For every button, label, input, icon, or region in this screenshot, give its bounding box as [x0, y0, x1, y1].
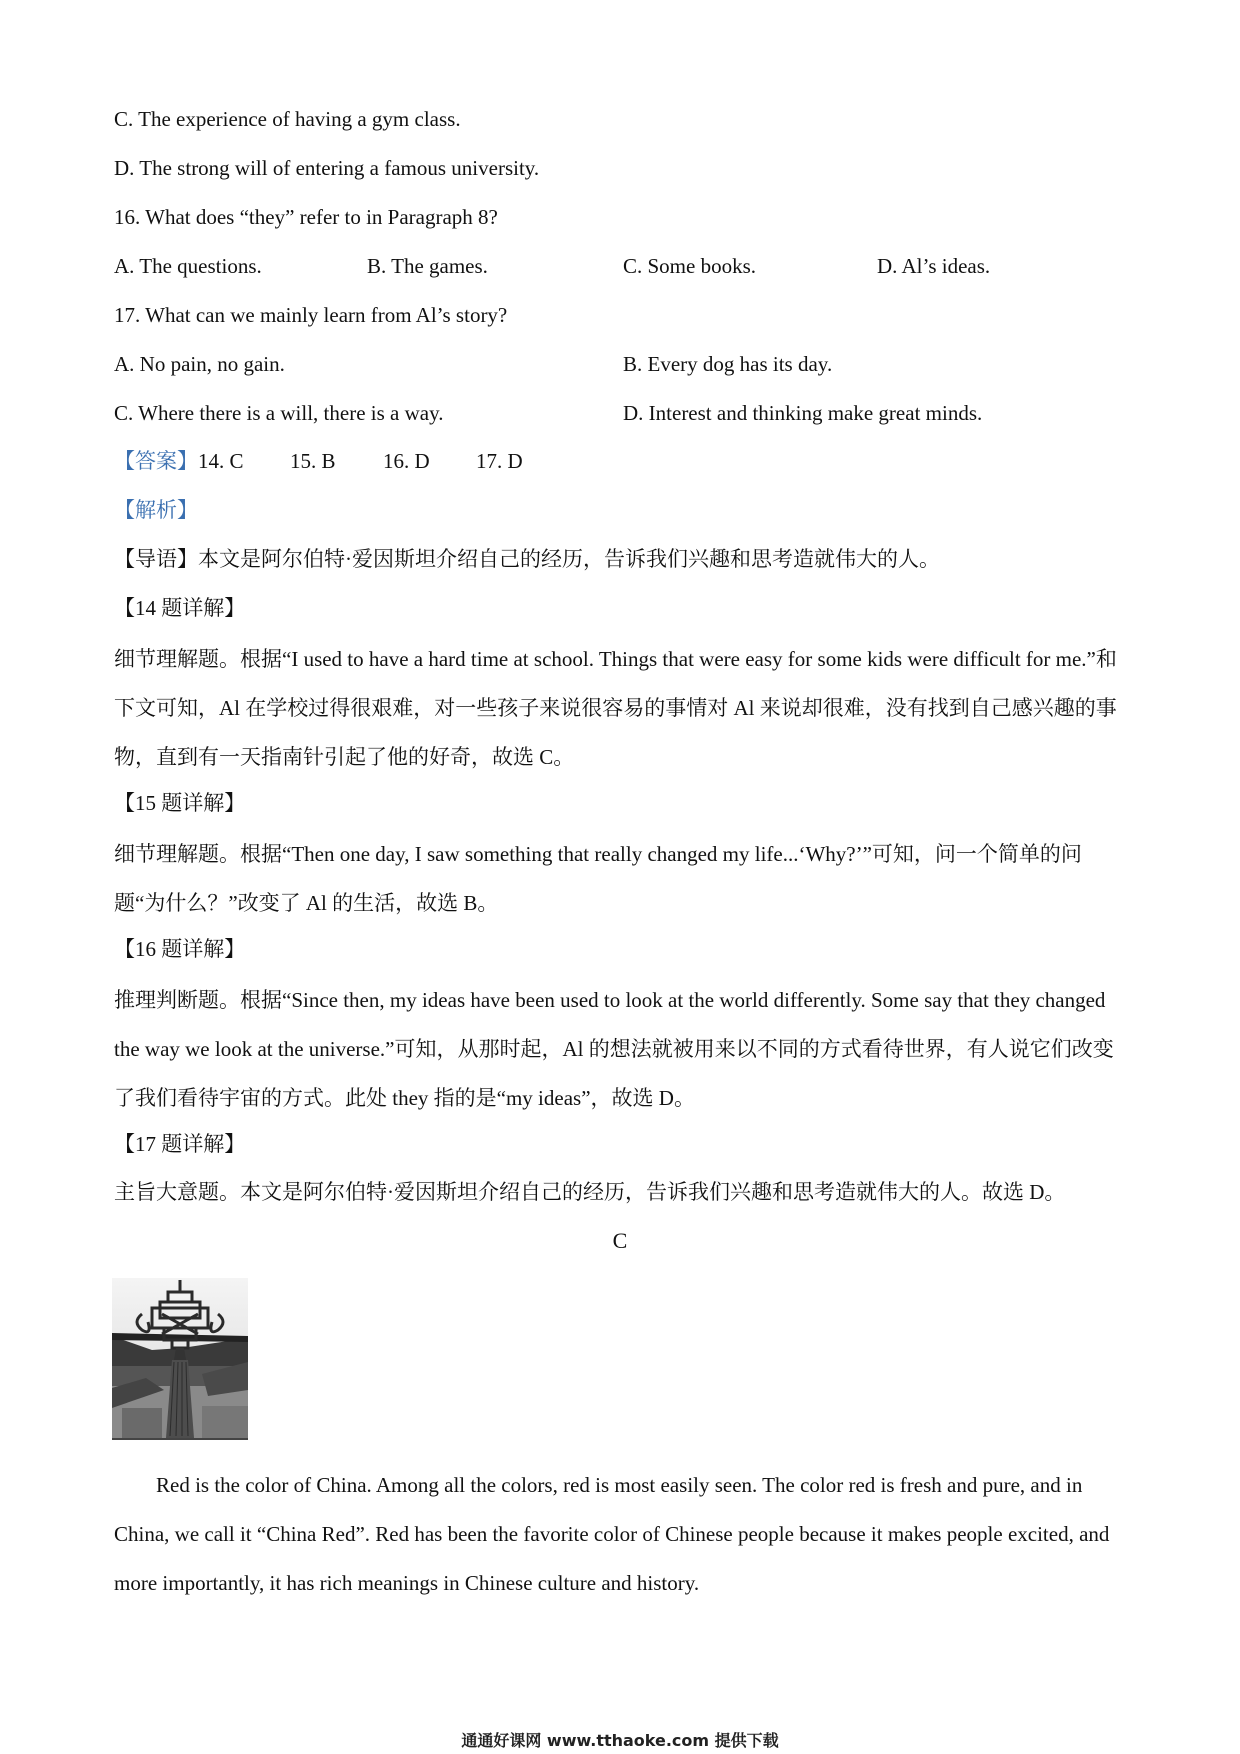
- q17-option-a: A. No pain, no gain.: [114, 352, 285, 376]
- detail-14-title: 【14 题详解】: [114, 596, 246, 620]
- answer-16: 16. D: [383, 449, 430, 473]
- q16-option-d: D. Al’s ideas.: [877, 254, 991, 278]
- intro-text: 【导语】本文是阿尔伯特·爱因斯坦介绍自己的经历，告诉我们兴趣和思考造就伟大的人。: [114, 547, 940, 571]
- q15-option-c: C. The experience of having a gym class.: [114, 107, 461, 131]
- section-c-heading: C: [612, 1228, 628, 1253]
- detail-15-text: 细节理解题。根据“Then one day, I saw something that really changed my life...‘Why?’”可知，问一个简单的问题“为什么？”改变了 Al 的生活，故选 B。: [114, 842, 1082, 915]
- detail-16-title: 【16 题详解】: [114, 937, 246, 961]
- q17-option-b: B. Every dog has its day.: [623, 352, 833, 376]
- q17-option-c: C. Where there is a will, there is a way.: [114, 401, 444, 425]
- answer-label: 【答案】: [114, 449, 198, 473]
- q16-option-b: B. The games.: [367, 254, 488, 278]
- chinese-knot-image: [112, 1278, 248, 1440]
- detail-17-title: 【17 题详解】: [114, 1132, 246, 1156]
- q17-option-d: D. Interest and thinking make great minds.: [623, 401, 983, 425]
- detail-16-text: 推理判断题。根据“Since then, my ideas have been used to look at the world differently. Some say that they changed the way we look at the universe.”可知，从那时起，Al 的想法就被用来以不同的方式看待世界，有人说它们改变了我们看待宇宙的方式。此处 they 指的是“my ideas”，故选 D。: [114, 988, 1114, 1110]
- analysis-label: 【解析】: [114, 498, 198, 522]
- passage-paragraph: Red is the color of China. Among all the colors, red is most easily seen. The color red is fresh and pure, and in China, we call it “China Red”. Red has been the favorite color of Chinese people because it makes people excited, and more importantly, it has rich meanings in Chinese culture and history.: [114, 1473, 1110, 1595]
- page-footer: 通通好课网 www.tthaoke.com 提供下载: [461, 1731, 779, 1750]
- answer-17: 17. D: [476, 449, 523, 473]
- q16-question: 16. What does “they” refer to in Paragraph 8?: [114, 205, 498, 229]
- detail-17-text: 主旨大意题。本文是阿尔伯特·爱因斯坦介绍自己的经历，告诉我们兴趣和思考造就伟大的人。故选 D。: [114, 1180, 1066, 1204]
- detail-15-title: 【15 题详解】: [114, 791, 246, 815]
- q16-option-a: A. The questions.: [114, 254, 262, 278]
- q15-option-d: D. The strong will of entering a famous university.: [114, 156, 540, 180]
- q17-question: 17. What can we mainly learn from Al’s story?: [114, 303, 508, 327]
- detail-14-text: 细节理解题。根据“I used to have a hard time at school. Things that were easy for some kids were difficult for me.”和下文可知，Al 在学校过得很艰难，对一些孩子来说很容易的事情对 Al 来说却很难，没有找到自己感兴趣的事物，直到有一天指南针引起了他的好奇，故选 C。: [114, 647, 1117, 769]
- answer-15: 15. B: [290, 449, 336, 473]
- answer-14: 14. C: [198, 449, 244, 473]
- q16-option-c: C. Some books.: [623, 254, 757, 278]
- answer-line: [114, 447, 523, 475]
